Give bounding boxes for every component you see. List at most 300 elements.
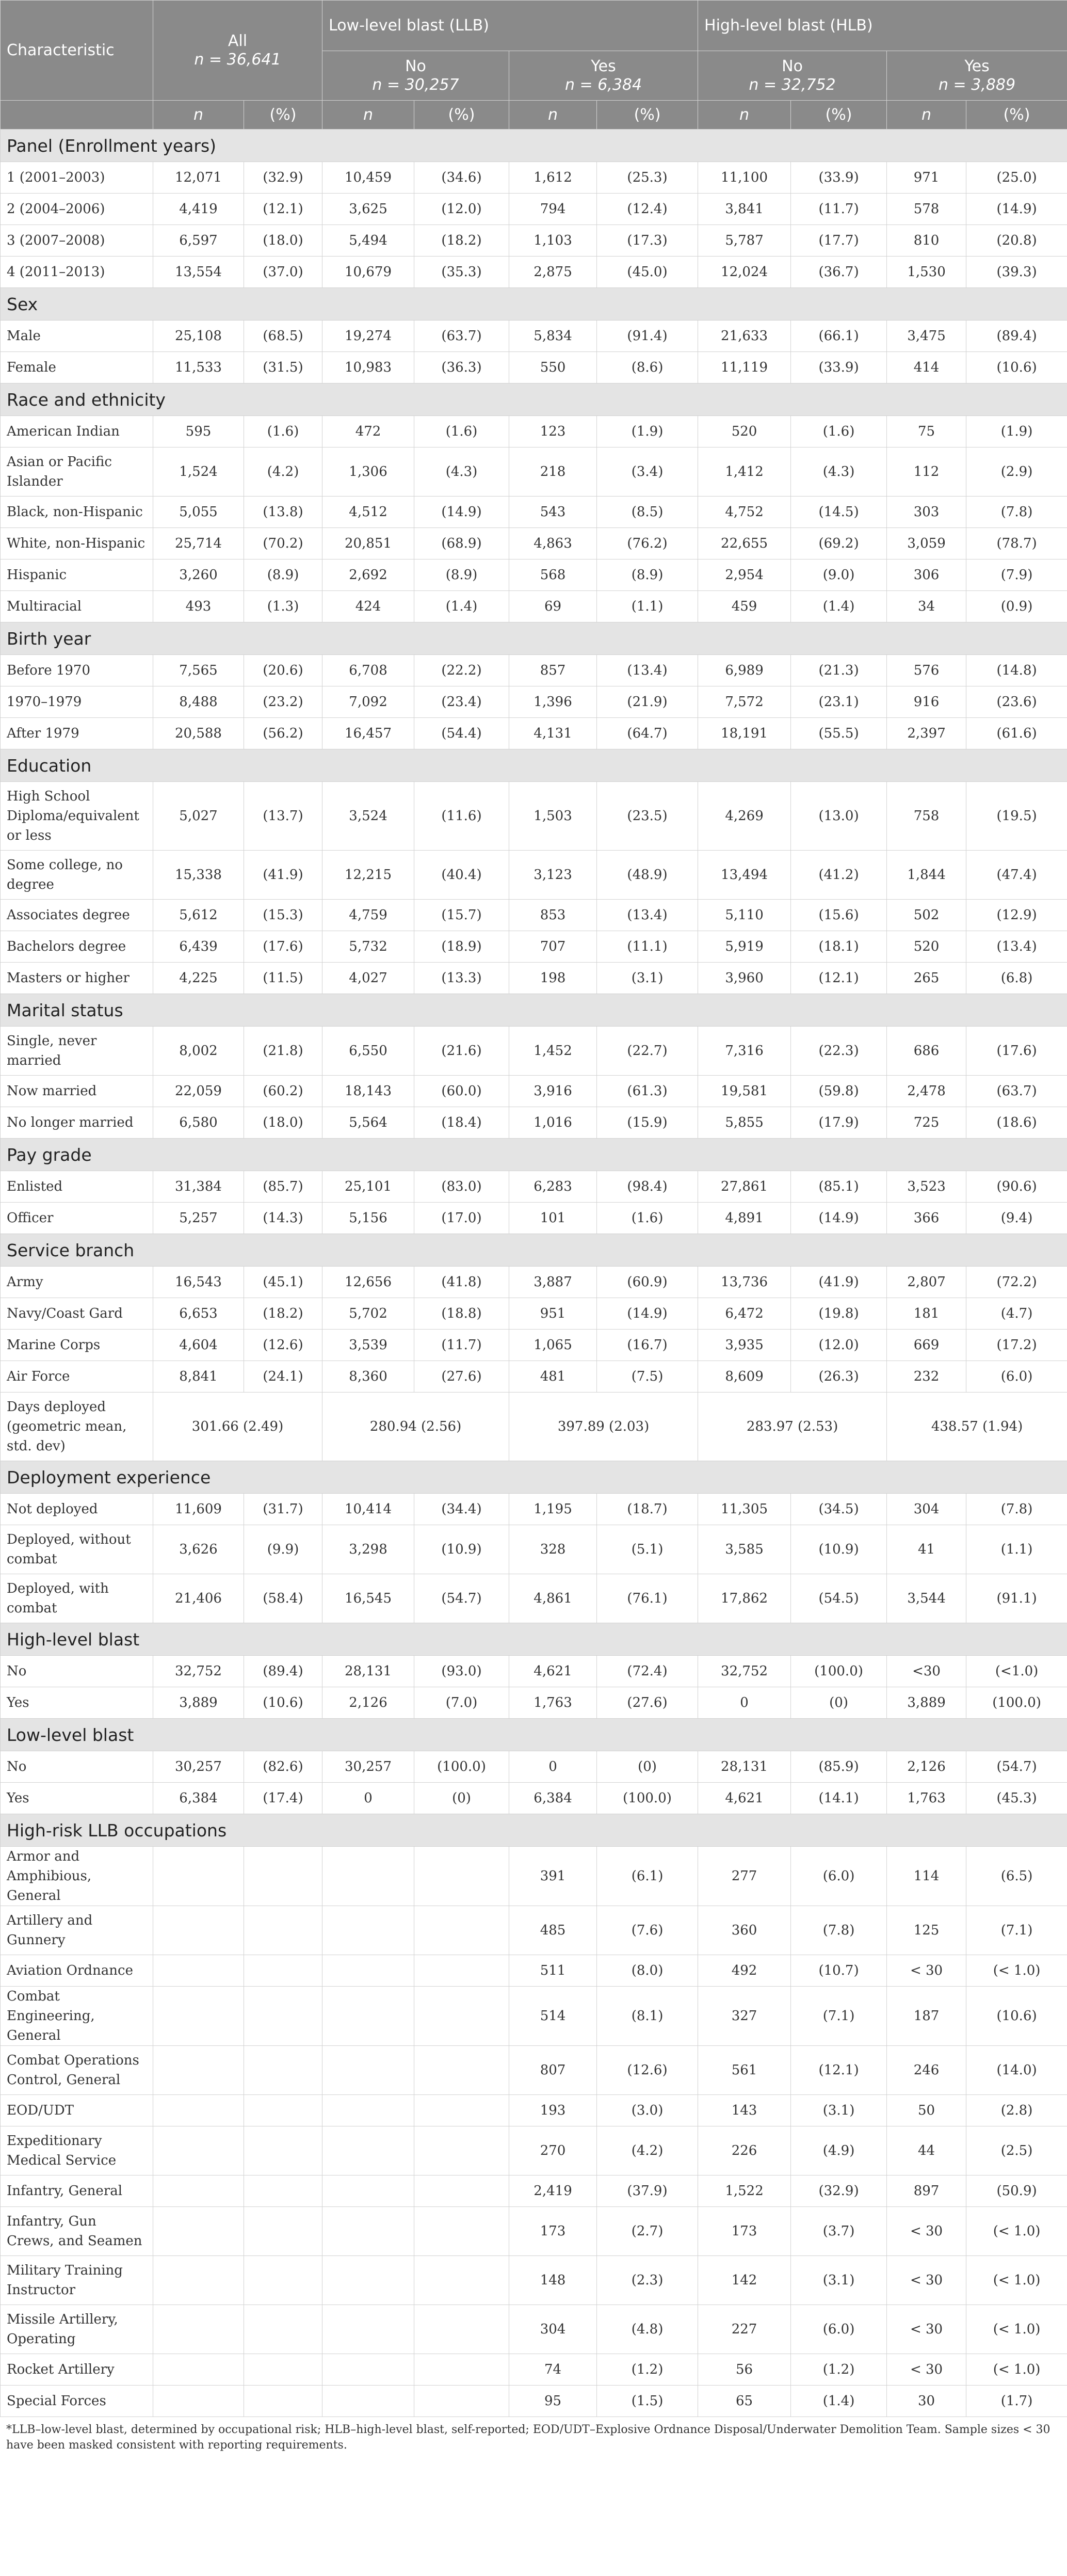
llb-yes-pct-cell: (14.9) bbox=[597, 1298, 698, 1330]
llb-yes-n-cell: 807 bbox=[509, 2046, 597, 2095]
hlb-yes-pct-cell: (< 1.0) bbox=[966, 2256, 1067, 2305]
llb-no-n-cell bbox=[322, 2046, 414, 2095]
llb-no-n-cell: 10,983 bbox=[322, 352, 414, 383]
hlb-yes-pct-cell: (7.9) bbox=[966, 559, 1067, 591]
row-label: 1 (2001–2003) bbox=[1, 162, 153, 194]
hlb-yes-n-cell: 1,844 bbox=[887, 851, 966, 900]
hlb-yes-n-cell: 2,397 bbox=[887, 718, 966, 749]
hlb-yes-pct-cell: (2.8) bbox=[966, 2095, 1067, 2126]
merged-cell: 280.94 (2.56) bbox=[322, 1393, 509, 1461]
table-row bbox=[1, 162, 1067, 194]
llb-no-pct-cell bbox=[414, 1955, 509, 1987]
table-row bbox=[1, 963, 1067, 994]
llb-yes-n-cell: 218 bbox=[509, 447, 597, 497]
llb-no-pct-cell: (27.6) bbox=[414, 1361, 509, 1393]
row-label: Rocket Artillery bbox=[1, 2354, 153, 2386]
hlb-no-n-cell: 7,572 bbox=[698, 686, 791, 718]
llb-yes-n-cell: 193 bbox=[509, 2095, 597, 2126]
all-n-cell bbox=[153, 1847, 244, 1906]
all-n-cell bbox=[153, 2126, 244, 2175]
all-pct-cell: (18.2) bbox=[244, 1298, 322, 1330]
all-n-cell: 6,653 bbox=[153, 1298, 244, 1330]
hlb-yes-pct-cell: (72.2) bbox=[966, 1267, 1067, 1298]
llb-no-pct-cell: (60.0) bbox=[414, 1076, 509, 1107]
all-pct-cell: (12.1) bbox=[244, 194, 322, 225]
hlb-no-n-cell: 5,919 bbox=[698, 931, 791, 963]
all-n-cell bbox=[153, 2305, 244, 2354]
llb-yes-pct-cell: (8.5) bbox=[597, 497, 698, 528]
llb-no-pct-cell bbox=[414, 2305, 509, 2354]
llb-no-n-cell: 3,298 bbox=[322, 1525, 414, 1574]
llb-no-n-cell: 5,156 bbox=[322, 1203, 414, 1234]
hlb-no-pct-cell: (21.3) bbox=[791, 655, 887, 686]
all-n-cell bbox=[153, 2354, 244, 2386]
hlb-no-pct-cell: (0) bbox=[791, 1687, 887, 1719]
llb-no-n-cell: 3,625 bbox=[322, 194, 414, 225]
llb-yes-pct-cell: (5.1) bbox=[597, 1525, 698, 1574]
llb-no-pct-cell bbox=[414, 2386, 509, 2417]
merged-cell: 301.66 (2.49) bbox=[153, 1393, 322, 1461]
hlb-yes-n-cell: 3,889 bbox=[887, 1687, 966, 1719]
llb-no-pct-cell: (68.9) bbox=[414, 528, 509, 559]
hlb-yes-pct-cell: (6.0) bbox=[966, 1361, 1067, 1393]
hlb-no-pct-cell: (69.2) bbox=[791, 528, 887, 559]
row-label: Yes bbox=[1, 1687, 153, 1719]
llb-yes-n-cell: 2,419 bbox=[509, 2175, 597, 2207]
row-label: Artillery and Gunnery bbox=[1, 1906, 153, 1955]
all-pct-cell: (1.3) bbox=[244, 591, 322, 622]
hlb-yes-pct-cell: (7.1) bbox=[966, 1906, 1067, 1955]
table-row bbox=[1, 1107, 1067, 1139]
all-pct-cell: (32.9) bbox=[244, 162, 322, 194]
llb-yes-pct-cell: (0) bbox=[597, 1751, 698, 1783]
row-label: Infantry, Gun Crews, and Seamen bbox=[1, 2207, 153, 2256]
hlb-no-pct-cell: (12.1) bbox=[791, 2046, 887, 2095]
hlb-yes-n-cell: 758 bbox=[887, 782, 966, 851]
all-n-cell: 6,439 bbox=[153, 931, 244, 963]
all-pct-cell bbox=[244, 2095, 322, 2126]
llb-no-n-cell bbox=[322, 2354, 414, 2386]
row-label: Deployed, with combat bbox=[1, 1574, 153, 1623]
llb-no-n-cell: 5,564 bbox=[322, 1107, 414, 1139]
llb-no-n-cell: 16,457 bbox=[322, 718, 414, 749]
llb-yes-pct-cell: (12.4) bbox=[597, 194, 698, 225]
hlb-no-n-cell: 3,841 bbox=[698, 194, 791, 225]
hlb-no-pct-cell: (3.7) bbox=[791, 2207, 887, 2256]
all-header bbox=[153, 1, 322, 101]
all-pct-cell bbox=[244, 2175, 322, 2207]
llb-yes-pct-cell: (64.7) bbox=[597, 718, 698, 749]
llb-yes-pct-cell: (25.3) bbox=[597, 162, 698, 194]
hlb-yes-pct-cell: (< 1.0) bbox=[966, 2305, 1067, 2354]
llb-yes-n-col-header: n bbox=[509, 101, 597, 130]
hlb-no-pct-cell: (4.3) bbox=[791, 447, 887, 497]
llb-yes-n-cell: 568 bbox=[509, 559, 597, 591]
hlb-no-n-cell: 4,752 bbox=[698, 497, 791, 528]
hlb-no-pct-cell: (14.5) bbox=[791, 497, 887, 528]
llb-no-pct-cell bbox=[414, 1987, 509, 2046]
llb-yes-n-cell: 1,612 bbox=[509, 162, 597, 194]
llb-yes-n-cell: 5,834 bbox=[509, 321, 597, 352]
hlb-yes-n-cell: 304 bbox=[887, 1494, 966, 1525]
hlb-yes-pct-cell: (17.2) bbox=[966, 1330, 1067, 1361]
hlb-no-pct-cell: (36.7) bbox=[791, 257, 887, 288]
row-label: Combat Operations Control, General bbox=[1, 2046, 153, 2095]
hlb-yes-n-cell: 669 bbox=[887, 1330, 966, 1361]
hlb-yes-n-cell: 3,523 bbox=[887, 1171, 966, 1203]
hlb-no-n-cell: 2,954 bbox=[698, 559, 791, 591]
llb-yes-pct-cell: (16.7) bbox=[597, 1330, 698, 1361]
llb-yes-pct-cell: (4.2) bbox=[597, 2126, 698, 2175]
row-label: Masters or higher bbox=[1, 963, 153, 994]
hlb-yes-pct-cell: (0.9) bbox=[966, 591, 1067, 622]
section-header-row bbox=[1, 1623, 1067, 1656]
row-label: Missile Artillery, Operating bbox=[1, 2305, 153, 2354]
llb-yes-n-cell: 1,065 bbox=[509, 1330, 597, 1361]
row-label: Combat Engineering, General bbox=[1, 1987, 153, 2046]
llb-yes-n-cell: 391 bbox=[509, 1847, 597, 1906]
table-row bbox=[1, 2207, 1067, 2256]
hlb-yes-pct-cell: (18.6) bbox=[966, 1107, 1067, 1139]
table-row bbox=[1, 718, 1067, 749]
llb-yes-n-cell: 6,283 bbox=[509, 1171, 597, 1203]
row-label: Some college, no degree bbox=[1, 851, 153, 900]
llb-yes-n-cell: 1,763 bbox=[509, 1687, 597, 1719]
llb-yes-pct-cell: (13.4) bbox=[597, 655, 698, 686]
table-row bbox=[1, 1656, 1067, 1687]
hlb-no-n-cell: 19,581 bbox=[698, 1076, 791, 1107]
hlb-no-pct-cell: (55.5) bbox=[791, 718, 887, 749]
row-label: Now married bbox=[1, 1076, 153, 1107]
hlb-yes-n-cell: 30 bbox=[887, 2386, 966, 2417]
hlb-yes-n-cell: 576 bbox=[887, 655, 966, 686]
hlb-no-n-cell: 22,655 bbox=[698, 528, 791, 559]
llb-no-pct-cell: (11.6) bbox=[414, 782, 509, 851]
row-label: Army bbox=[1, 1267, 153, 1298]
table-row bbox=[1, 782, 1067, 851]
hlb-yes-n-cell: 265 bbox=[887, 963, 966, 994]
hlb-yes-pct-cell: (14.8) bbox=[966, 655, 1067, 686]
hlb-no-n-cell: 277 bbox=[698, 1847, 791, 1906]
hlb-yes-n-cell: 2,807 bbox=[887, 1267, 966, 1298]
hlb-yes-pct-cell: (39.3) bbox=[966, 257, 1067, 288]
hlb-yes-n-cell: 125 bbox=[887, 1906, 966, 1955]
hlb-no-n-cell: 4,891 bbox=[698, 1203, 791, 1234]
llb-yes-n-cell: 707 bbox=[509, 931, 597, 963]
row-label: Male bbox=[1, 321, 153, 352]
row-label: 3 (2007–2008) bbox=[1, 225, 153, 257]
all-n-cell: 6,597 bbox=[153, 225, 244, 257]
table-row bbox=[1, 591, 1067, 622]
hlb-no-pct-cell: (85.9) bbox=[791, 1751, 887, 1783]
llb-yes-header bbox=[509, 51, 698, 101]
row-label: No longer married bbox=[1, 1107, 153, 1139]
llb-yes-pct-cell: (12.6) bbox=[597, 2046, 698, 2095]
table-row bbox=[1, 321, 1067, 352]
table-row bbox=[1, 257, 1067, 288]
table-row bbox=[1, 1361, 1067, 1393]
hlb-yes-pct-cell: (45.3) bbox=[966, 1783, 1067, 1814]
llb-no-label: No bbox=[405, 57, 426, 75]
hlb-no-n-cell: 65 bbox=[698, 2386, 791, 2417]
hlb-no-n-cell: 520 bbox=[698, 416, 791, 447]
hlb-no-pct-cell: (1.6) bbox=[791, 416, 887, 447]
llb-yes-n-cell: 794 bbox=[509, 194, 597, 225]
llb-no-n-cell bbox=[322, 2386, 414, 2417]
llb-yes-n-cell: 1,195 bbox=[509, 1494, 597, 1525]
hlb-yes-n-cell: 306 bbox=[887, 559, 966, 591]
llb-no-n-cell: 28,131 bbox=[322, 1656, 414, 1687]
llb-yes-pct-cell: (98.4) bbox=[597, 1171, 698, 1203]
hlb-no-n-cell: 360 bbox=[698, 1906, 791, 1955]
llb-no-n-cell: 10,414 bbox=[322, 1494, 414, 1525]
section-header-row bbox=[1, 1139, 1067, 1171]
all-n-cell: 4,225 bbox=[153, 963, 244, 994]
llb-no-pct-cell: (18.9) bbox=[414, 931, 509, 963]
llb-yes-n-cell: 543 bbox=[509, 497, 597, 528]
llb-no-pct-cell: (18.4) bbox=[414, 1107, 509, 1139]
hlb-no-n-cell: 226 bbox=[698, 2126, 791, 2175]
all-n-cell: 25,108 bbox=[153, 321, 244, 352]
hlb-no-n-cell: 13,736 bbox=[698, 1267, 791, 1298]
all-pct-cell: (23.2) bbox=[244, 686, 322, 718]
table-row bbox=[1, 1751, 1067, 1783]
row-label: Before 1970 bbox=[1, 655, 153, 686]
llb-no-pct-cell bbox=[414, 2175, 509, 2207]
all-label: All bbox=[228, 31, 248, 50]
table-row bbox=[1, 1847, 1067, 1906]
table-row bbox=[1, 2126, 1067, 2175]
hlb-yes-pct-cell: (7.8) bbox=[966, 1494, 1067, 1525]
table-row bbox=[1, 1298, 1067, 1330]
hlb-no-n-cell: 8,609 bbox=[698, 1361, 791, 1393]
section-title: High-risk LLB occupations bbox=[1, 1814, 1067, 1847]
hlb-yes-pct-cell: (4.7) bbox=[966, 1298, 1067, 1330]
llb-no-n-cell bbox=[322, 2207, 414, 2256]
all-n-cell: 493 bbox=[153, 591, 244, 622]
hlb-no-pct-cell: (14.9) bbox=[791, 1203, 887, 1234]
all-n-cell: 5,055 bbox=[153, 497, 244, 528]
hlb-no-n-cell: 327 bbox=[698, 1987, 791, 2046]
all-pct-cell: (89.4) bbox=[244, 1656, 322, 1687]
hlb-yes-n-cell: 1,530 bbox=[887, 257, 966, 288]
llb-no-n-cell bbox=[322, 2095, 414, 2126]
hlb-yes-pct-cell: (78.7) bbox=[966, 528, 1067, 559]
hlb-yes-pct-cell: (23.6) bbox=[966, 686, 1067, 718]
table-row bbox=[1, 2386, 1067, 2417]
hlb-no-n-cell: 32,752 bbox=[698, 1656, 791, 1687]
llb-yes-pct-cell: (13.4) bbox=[597, 900, 698, 931]
llb-no-n-cell: 424 bbox=[322, 591, 414, 622]
hlb-yes-n-cell: < 30 bbox=[887, 2305, 966, 2354]
llb-yes-n-cell: 0 bbox=[509, 1751, 597, 1783]
section-title: Sex bbox=[1, 288, 1067, 321]
hlb-no-pct-cell: (32.9) bbox=[791, 2175, 887, 2207]
llb-yes-n-cell: 173 bbox=[509, 2207, 597, 2256]
section-title: Service branch bbox=[1, 1234, 1067, 1267]
llb-yes-pct-cell: (2.7) bbox=[597, 2207, 698, 2256]
hlb-yes-pct-cell: (9.4) bbox=[966, 1203, 1067, 1234]
llb-no-n: n = 30,257 bbox=[372, 75, 459, 94]
llb-no-pct-cell bbox=[414, 2095, 509, 2126]
llb-no-n-cell: 3,539 bbox=[322, 1330, 414, 1361]
all-pct-cell bbox=[244, 1847, 322, 1906]
row-label: Deployed, without combat bbox=[1, 1525, 153, 1574]
hlb-yes-pct-cell: (1.1) bbox=[966, 1525, 1067, 1574]
all-n-cell: 5,027 bbox=[153, 782, 244, 851]
all-n: n = 36,641 bbox=[194, 50, 281, 69]
llb-yes-pct-cell: (3.1) bbox=[597, 963, 698, 994]
hlb-no-pct-cell: (33.9) bbox=[791, 162, 887, 194]
llb-yes-n-cell: 4,861 bbox=[509, 1574, 597, 1623]
hlb-no-n-cell: 1,522 bbox=[698, 2175, 791, 2207]
row-label: Not deployed bbox=[1, 1494, 153, 1525]
all-n-cell: 13,554 bbox=[153, 257, 244, 288]
llb-no-pct-cell: (40.4) bbox=[414, 851, 509, 900]
hlb-yes-pct-cell: (61.6) bbox=[966, 718, 1067, 749]
llb-yes-n-cell: 69 bbox=[509, 591, 597, 622]
table-row bbox=[1, 1330, 1067, 1361]
llb-no-pct-cell bbox=[414, 2354, 509, 2386]
row-label: American Indian bbox=[1, 416, 153, 447]
llb-no-pct-cell: (15.7) bbox=[414, 900, 509, 931]
all-pct-cell: (17.4) bbox=[244, 1783, 322, 1814]
llb-no-pct-cell: (8.9) bbox=[414, 559, 509, 591]
row-label: EOD/UDT bbox=[1, 2095, 153, 2126]
llb-yes-n-cell: 74 bbox=[509, 2354, 597, 2386]
all-n-cell: 4,604 bbox=[153, 1330, 244, 1361]
table-row bbox=[1, 1574, 1067, 1623]
hlb-yes-n-cell: 2,126 bbox=[887, 1751, 966, 1783]
row-label: Bachelors degree bbox=[1, 931, 153, 963]
hlb-no-n-cell: 227 bbox=[698, 2305, 791, 2354]
hlb-no-pct-cell: (22.3) bbox=[791, 1027, 887, 1076]
hlb-no-pct-cell: (10.7) bbox=[791, 1955, 887, 1987]
llb-yes-pct-cell: (6.1) bbox=[597, 1847, 698, 1906]
all-pct-cell bbox=[244, 1906, 322, 1955]
all-pct-cell: (56.2) bbox=[244, 718, 322, 749]
hlb-no-n-cell: 27,861 bbox=[698, 1171, 791, 1203]
hlb-yes-pct-cell: (< 1.0) bbox=[966, 2354, 1067, 2386]
llb-yes-pct-cell: (27.6) bbox=[597, 1687, 698, 1719]
llb-yes-pct-cell: (7.5) bbox=[597, 1361, 698, 1393]
all-n-cell: 595 bbox=[153, 416, 244, 447]
all-n-cell: 15,338 bbox=[153, 851, 244, 900]
hlb-yes-n: n = 3,889 bbox=[939, 75, 1016, 94]
all-n-cell: 6,580 bbox=[153, 1107, 244, 1139]
llb-no-n-cell: 5,732 bbox=[322, 931, 414, 963]
hlb-no-pct-cell: (41.9) bbox=[791, 1267, 887, 1298]
llb-yes-n-cell: 853 bbox=[509, 900, 597, 931]
llb-yes-pct-cell: (2.3) bbox=[597, 2256, 698, 2305]
hlb-no-n-cell: 3,935 bbox=[698, 1330, 791, 1361]
table-row bbox=[1, 851, 1067, 900]
hlb-no-n-cell: 56 bbox=[698, 2354, 791, 2386]
llb-no-n-cell bbox=[322, 1847, 414, 1906]
hlb-yes-n-cell: 725 bbox=[887, 1107, 966, 1139]
llb-no-n-cell: 4,512 bbox=[322, 497, 414, 528]
section-header-row bbox=[1, 288, 1067, 321]
llb-yes-pct-cell: (18.7) bbox=[597, 1494, 698, 1525]
hlb-no-n-cell: 28,131 bbox=[698, 1751, 791, 1783]
llb-no-n-cell: 4,027 bbox=[322, 963, 414, 994]
hlb-yes-n-cell: 112 bbox=[887, 447, 966, 497]
hlb-yes-n-col-header: n bbox=[887, 101, 966, 130]
all-n-cell: 6,384 bbox=[153, 1783, 244, 1814]
llb-yes-pct-cell: (1.2) bbox=[597, 2354, 698, 2386]
llb-yes-n-cell: 6,384 bbox=[509, 1783, 597, 1814]
all-n-cell: 8,488 bbox=[153, 686, 244, 718]
llb-no-n-cell bbox=[322, 1955, 414, 1987]
all-pct-cell: (13.7) bbox=[244, 782, 322, 851]
llb-no-pct-cell: (100.0) bbox=[414, 1751, 509, 1783]
all-pct-cell: (20.6) bbox=[244, 655, 322, 686]
hlb-no-pct-cell: (33.9) bbox=[791, 352, 887, 383]
hlb-yes-pct-cell: (14.0) bbox=[966, 2046, 1067, 2095]
llb-header: Low-level blast (LLB) bbox=[322, 1, 698, 51]
hlb-yes-n-cell: 1,763 bbox=[887, 1783, 966, 1814]
hlb-yes-n-cell: < 30 bbox=[887, 2207, 966, 2256]
llb-no-n-cell bbox=[322, 1987, 414, 2046]
llb-yes-n-cell: 101 bbox=[509, 1203, 597, 1234]
section-header-row bbox=[1, 1234, 1067, 1267]
hlb-yes-pct-cell: (19.5) bbox=[966, 782, 1067, 851]
hlb-yes-pct-cell: (< 1.0) bbox=[966, 2207, 1067, 2256]
table-row bbox=[1, 1687, 1067, 1719]
all-n-cell bbox=[153, 2046, 244, 2095]
llb-no-pct-cell: (54.7) bbox=[414, 1574, 509, 1623]
row-label: Yes bbox=[1, 1783, 153, 1814]
hlb-yes-pct-cell: (91.1) bbox=[966, 1574, 1067, 1623]
hlb-no-label: No bbox=[782, 57, 803, 75]
hlb-no-n-cell: 492 bbox=[698, 1955, 791, 1987]
hlb-no-pct-cell: (85.1) bbox=[791, 1171, 887, 1203]
table-row bbox=[1, 1027, 1067, 1076]
hlb-yes-n-cell: 897 bbox=[887, 2175, 966, 2207]
hlb-yes-n-cell: 810 bbox=[887, 225, 966, 257]
all-n-cell: 25,714 bbox=[153, 528, 244, 559]
llb-yes-n-cell: 550 bbox=[509, 352, 597, 383]
table-row bbox=[1, 2095, 1067, 2126]
llb-yes-n-cell: 304 bbox=[509, 2305, 597, 2354]
table-row bbox=[1, 1906, 1067, 1955]
llb-yes-n-cell: 270 bbox=[509, 2126, 597, 2175]
section-header-row bbox=[1, 994, 1067, 1027]
characteristic-header: Characteristic bbox=[1, 1, 153, 101]
all-pct-cell bbox=[244, 2354, 322, 2386]
llb-no-pct-cell bbox=[414, 1906, 509, 1955]
hlb-no-pct-col-header: (%) bbox=[791, 101, 887, 130]
all-pct-cell: (12.6) bbox=[244, 1330, 322, 1361]
hlb-no-n-cell: 142 bbox=[698, 2256, 791, 2305]
all-n-cell: 8,841 bbox=[153, 1361, 244, 1393]
table-row bbox=[1, 2046, 1067, 2095]
llb-no-pct-cell: (1.4) bbox=[414, 591, 509, 622]
all-pct-cell: (9.9) bbox=[244, 1525, 322, 1574]
hlb-yes-n-cell: 75 bbox=[887, 416, 966, 447]
all-n-cell bbox=[153, 1987, 244, 2046]
hlb-no-pct-cell: (1.4) bbox=[791, 591, 887, 622]
llb-no-n-cell: 5,702 bbox=[322, 1298, 414, 1330]
table-row bbox=[1, 1525, 1067, 1574]
table-row bbox=[1, 225, 1067, 257]
llb-yes-label: Yes bbox=[591, 57, 616, 75]
llb-no-pct-cell: (93.0) bbox=[414, 1656, 509, 1687]
hlb-yes-pct-cell: (25.0) bbox=[966, 162, 1067, 194]
all-pct-cell: (24.1) bbox=[244, 1361, 322, 1393]
llb-no-n-cell: 6,708 bbox=[322, 655, 414, 686]
llb-yes-pct-cell: (22.7) bbox=[597, 1027, 698, 1076]
